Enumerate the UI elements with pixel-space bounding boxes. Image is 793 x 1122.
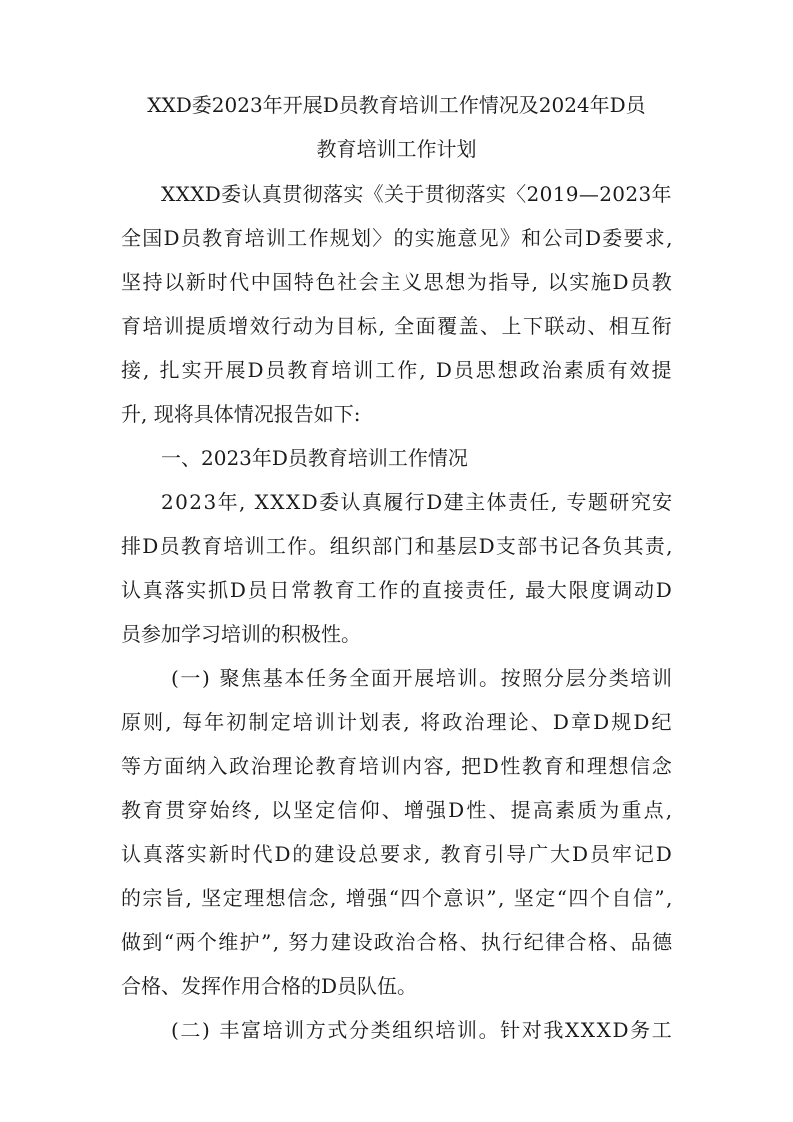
body-text-line: XXXD委认真贯彻落实《关于贯彻落实〈2019—2023年 (161, 182, 672, 206)
body-text-line: 教育贯穿始终, 以坚定信仰、增强D性、提高素质为重点, (121, 798, 675, 822)
body-text-line: 坚持以新时代中国特色社会主义思想为指导, 以实施D员教 (121, 270, 674, 294)
body-text-line: 2023年, XXXD委认真履行D建主体责任, 专题研究安 (161, 490, 674, 514)
body-text-line: 育培训提质增效行动为目标, 全面覆盖、上下联动、相互衔 (121, 314, 674, 338)
body-text-line: 升, 现将具体情况报告如下: (121, 402, 361, 426)
body-text-line: (一) 聚焦基本任务全面开展培训。按照分层分类培训 (171, 666, 674, 690)
body-text-line: 等方面纳入政治理论教育培训内容, 把D性教育和理想信念 (121, 754, 674, 778)
body-text-line: 排D员教育培训工作。组织部门和基层D支部书记各负其责, (121, 534, 674, 558)
body-text-line: 一、2023年D员教育培训工作情况 (161, 446, 468, 470)
body-text-line: 原则, 每年初制定培训计划表, 将政治理论、D章D规D纪 (121, 710, 674, 734)
document-title-line-1: XXD委2023年开展D员教育培训工作情况及2024年D员 (147, 93, 646, 117)
body-text-line: (二) 丰富培训方式分类组织培训。针对我XXXD务工 (171, 1018, 674, 1042)
body-text-line: 员参加学习培训的积极性。 (121, 622, 361, 646)
body-text-line: 认真落实抓D员日常教育工作的直接责任, 最大限度调动D (121, 578, 674, 602)
body-text-line: 接, 扎实开展D员教育培训工作, D员思想政治素质有效提 (121, 358, 674, 382)
document-title-line-2: 教育培训工作计划 (316, 137, 477, 161)
body-text-line: 的宗旨, 坚定理想信念, 增强“四个意识”, 坚定“四个自信”, (121, 886, 674, 910)
body-text-line: 认真落实新时代D的建设总要求, 教育引导广大D员牢记D (121, 842, 674, 866)
body-text-line: 合格、发挥作用合格的D员队伍。 (121, 974, 418, 998)
body-text-line: 做到“两个维护”, 努力建设政治合格、执行纪律合格、品德 (121, 930, 674, 954)
body-text-line: 全国D员教育培训工作规划〉的实施意见》和公司D委要求, (121, 226, 674, 250)
